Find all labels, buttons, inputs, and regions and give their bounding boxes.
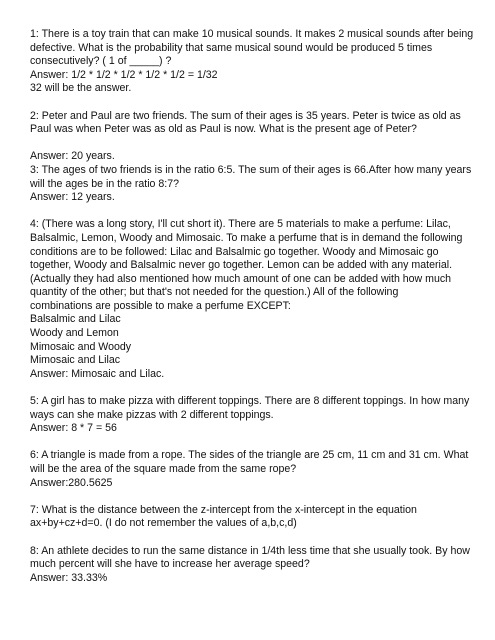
text-line: consecutively? ( 1 of _____) ? [30,55,172,68]
text-line: 2: Peter and Paul are two friends. The sum of their ages is 35 years. Peter is twice as old as [30,109,461,122]
text-line: together, Woody and Balsalmic never go together. Lemon can be added with any material. [30,259,453,272]
text-line: Paul was when Peter was as old as Paul is now. What is the present age of Peter? [30,123,417,136]
text-line: ax+by+cz+d=0. (I do not remember the values of a,b,c,d) [30,517,297,530]
option-line: Balsalmic and Lilac [30,313,121,326]
text-line: (Actually they had also mentioned how much amount of one can be added with how much [30,272,452,285]
text-line: 4: (There was a long story, I'll cut short it). There are 5 materials to make a perfume: Lilac, [30,218,451,231]
answer-line: Answer: 1/2 * 1/2 * 1/2 * 1/2 * 1/2 = 1/32 [30,68,218,81]
answer-line: Answer: 20 years. [30,150,115,163]
text-line: will the ages be in the ratio 8:7? [30,177,179,190]
answer-line: Answer: 33.33% [30,571,108,584]
question-2-answer [30,150,480,164]
text-line: combinations are possible to make a perfume EXCEPT: [30,299,291,312]
text-line: 5: A girl has to make pizza with different toppings. There are 8 different toppings. In how many [30,395,470,408]
question-2 [30,110,480,137]
text-line: much percent will she have to increase her average speed? [30,558,310,571]
answer-line: Answer: 8 * 7 = 56 [30,422,117,435]
option-line: Mimosaic and Lilac [30,354,121,367]
answer-line: Answer:280.5625 [30,476,113,489]
text-line: 6: A triangle is made from a rope. The sides of the triangle are 25 cm, 11 cm and 31 cm. What [30,449,469,462]
option-line: Woody and Lemon [30,327,119,340]
option-line: Mimosaic and Woody [30,340,132,353]
text-line: 3: The ages of two friends is in the ratio 6:5. The sum of their ages is 66.After how many years [30,163,472,176]
text-line: quantity of the other; but that's not needed for the question.) All of the following [30,286,399,299]
text-line: 1: There is a toy train that can make 10 musical sounds. It makes 2 musical sounds after being [30,28,474,40]
text-line: 8: An athlete decides to run the same distance in 1/4th less time that she usually took. By how [30,544,470,557]
text-line: 7: What is the distance between the z-intercept from the x-intercept in the equation [30,503,417,516]
question-8 [30,545,480,586]
text-line: conditions are to be followed: Lilac and Balsalmic go together. Woody and Mimosaic go [30,245,439,258]
question-3 [30,164,480,205]
answer-line: Answer: 12 years. [30,191,115,204]
question-4 [30,218,480,381]
text-line: 32 will be the answer. [30,82,132,95]
text-line: Balsalmic, Lemon, Woody and Mimosaic. To make a perfume that is in demand the following [30,231,463,244]
question-5 [30,395,480,436]
document-page [30,28,480,585]
question-6 [30,449,480,490]
answer-line: Answer: Mimosaic and Lilac. [30,367,165,380]
text-line: defective. What is the probability that same musical sound would be produced 5 times [30,41,433,54]
text-line: ways can she make pizzas with 2 different toppings. [30,408,274,421]
text-line: will be the area of the square made from the same rope? [30,463,297,475]
question-7 [30,504,480,531]
question-1 [30,28,480,96]
